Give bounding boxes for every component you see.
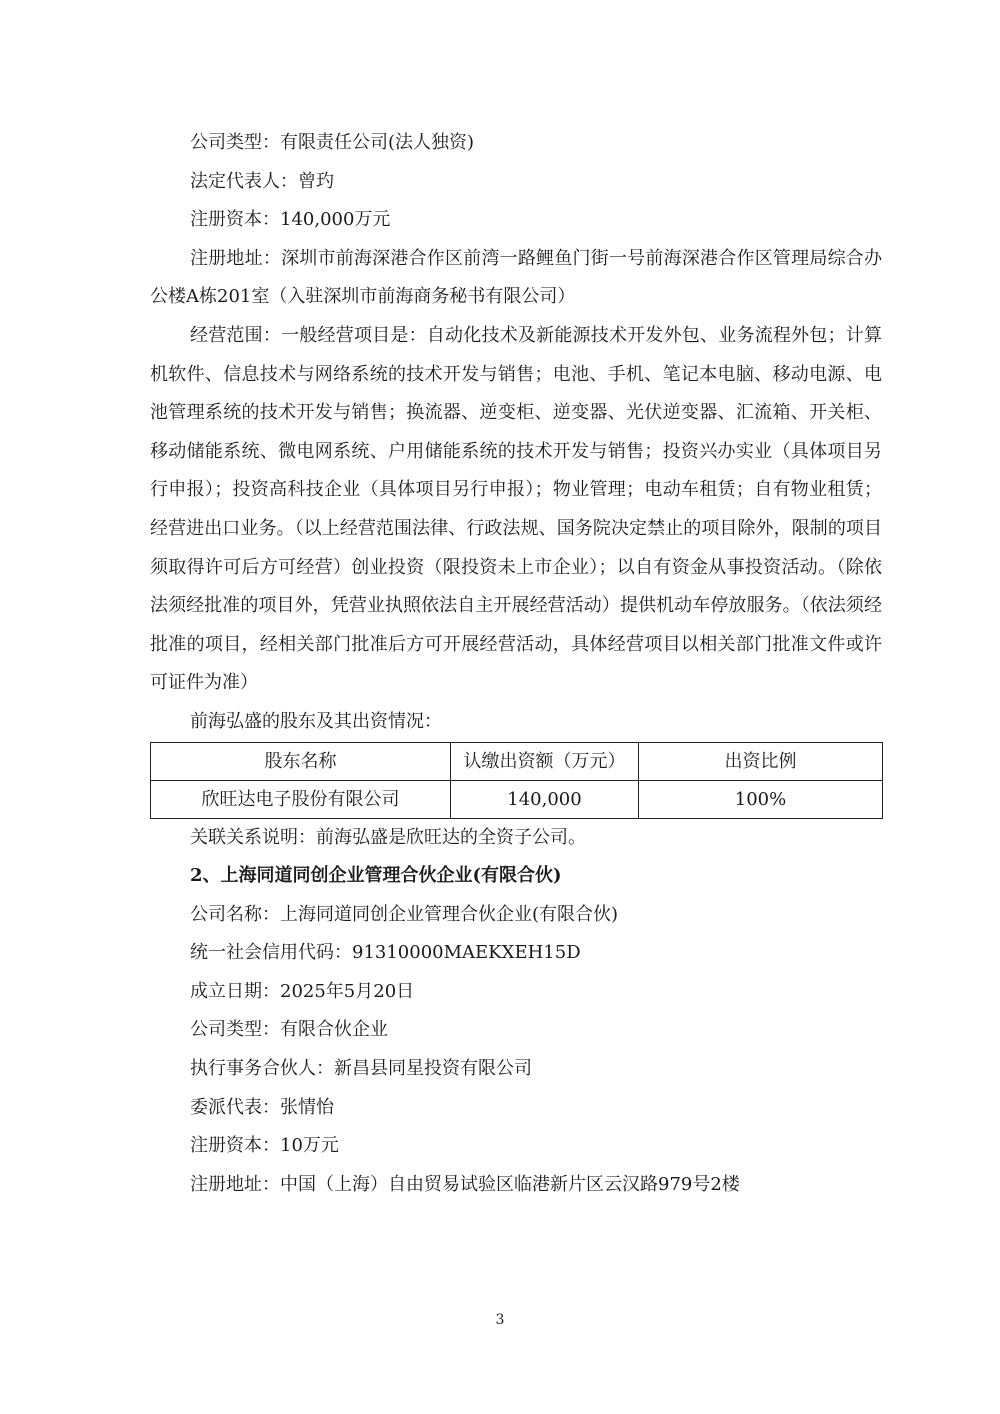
company2-capital: 注册资本：10万元 bbox=[190, 1135, 339, 1157]
company1-scope: 经营范围：一般经营项目是：自动化技术及新能源技术开发外包、业务流程外包；计算机软件、信息技术与网络系统的技术开发与销售；电池、手机、笔记本电脑、移动电源、电池管理系统的技术开发与销售；换流器、逆变柜、逆变器、光伏逆变器、汇流箱、开关柜、移动储能系统、微电网系统、户用储能系统的技术开发与销售；投资兴办实业（具体项目另行申报）；投资高科技企业（具体项目另行申报）；物业管理；电动车租赁；自有物业租赁；经营进出口业务。（以上经营范围法律、行政法规、国务院决定禁止的项目除外，限制的项目须取得许可后方可经营）创业投资（限投资未上市企业）；以自有资金从事投资活动。（除依法须经批准的项目外，凭营业执照依法自主开展经营活动）提供机动车停放服务。（依法须经批准的项目，经相关部门批准后方可开展经营活动，具体经营项目以相关部门批准文件或许可证件为准） bbox=[150, 324, 882, 694]
table-row bbox=[151, 780, 883, 818]
table-header-cell: 股东名称 bbox=[151, 742, 451, 780]
company2-name: 公司名称：上海同道同创企业管理合伙企业(有限合伙) bbox=[190, 903, 619, 925]
table-cell: 欣旺达电子股份有限公司 bbox=[151, 780, 451, 818]
company1-capital: 注册资本：140,000万元 bbox=[190, 209, 391, 231]
table-header-row bbox=[151, 742, 883, 780]
table-cell: 140,000 bbox=[451, 780, 639, 818]
table-header-cell: 认缴出资额（万元） bbox=[451, 742, 639, 780]
company2-type: 公司类型：有限合伙企业 bbox=[190, 1019, 388, 1041]
section-heading: 2、上海同道同创企业管理合伙企业(有限合伙) bbox=[190, 865, 562, 887]
company1-address: 注册地址：深圳市前海深港合作区前湾一路鲤鱼门街一号前海深港合作区管理局综合办公楼A栋201室（入驻深圳市前海商务秘书有限公司） bbox=[150, 247, 882, 308]
document-body bbox=[150, 124, 882, 1204]
shareholders-intro: 前海弘盛的股东及其出资情况： bbox=[190, 710, 442, 732]
relation-note: 关联关系说明：前海弘盛是欣旺达的全资子公司。 bbox=[190, 826, 586, 848]
company2-delegate: 委派代表：张情怡 bbox=[190, 1096, 334, 1118]
company1-type: 公司类型：有限责任公司(法人独资) bbox=[190, 132, 475, 153]
page-number: 3 bbox=[495, 1312, 505, 1328]
shareholder-table bbox=[150, 742, 883, 819]
company2-address: 注册地址：中国（上海）自由贸易试验区临港新片区云汉路979号2楼 bbox=[190, 1173, 740, 1195]
company2-credit-code: 统一社会信用代码：91310000MAEKXEH15D bbox=[190, 942, 581, 964]
company2-partner: 执行事务合伙人：新昌县同星投资有限公司 bbox=[190, 1058, 532, 1080]
table-header-cell: 出资比例 bbox=[639, 742, 883, 780]
company2-founded: 成立日期：2025年5月20日 bbox=[190, 980, 415, 1002]
table-cell: 100% bbox=[639, 780, 883, 818]
company1-legal-rep: 法定代表人：曾玓 bbox=[190, 170, 334, 192]
